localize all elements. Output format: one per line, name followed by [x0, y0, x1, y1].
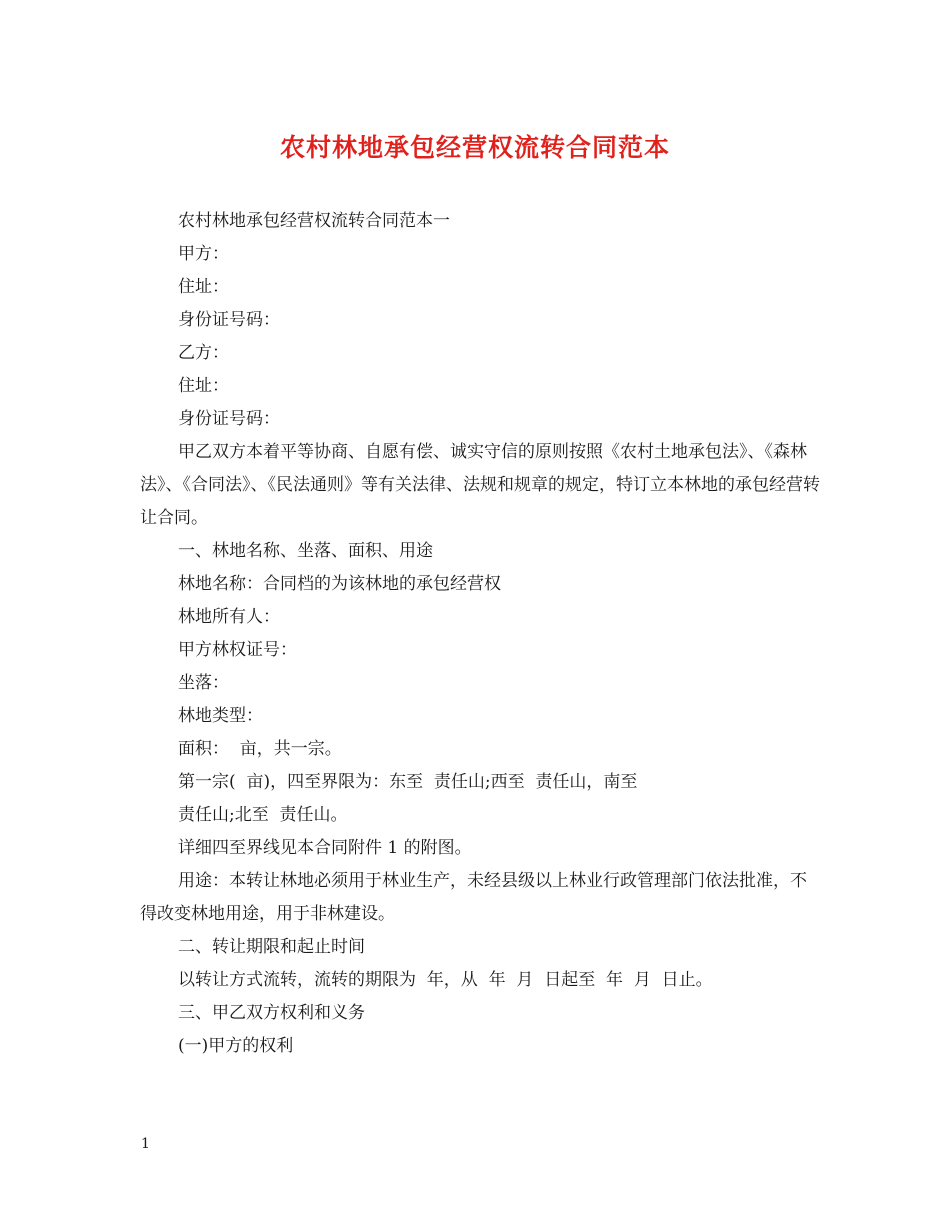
paragraph-subtitle: 农村林地承包经营权流转合同范本一 [178, 211, 450, 231]
paragraph-term: 以转让方式流转，流转的期限为 年，从 年 月 日起至 年 月 日止。 [178, 970, 713, 990]
document-title: 农村林地承包经营权流转合同范本 [279, 133, 670, 162]
paragraph-party-a-id: 身份证号码： [178, 310, 280, 330]
paragraph-party-b-address: 住址： [178, 376, 229, 396]
paragraph-forest-name: 林地名称：合同档的为该林地的承包经营权 [178, 574, 501, 594]
subsection-heading-party-a-rights: (一)甲方的权利 [178, 1036, 294, 1056]
paragraph-party-a: 甲方： [178, 244, 229, 264]
paragraph-party-b-id: 身份证号码： [178, 409, 280, 429]
paragraph-boundaries-cont: 责任山;北至 责任山。 [178, 805, 348, 825]
paragraph-forest-owner: 林地所有人： [178, 607, 280, 627]
section-heading-2: 二、转让期限和起止时间 [178, 937, 365, 957]
section-heading-1: 一、林地名称、坐落、面积、用途 [178, 541, 433, 561]
page-number: 1 [141, 1136, 150, 1152]
paragraph-location: 坐落： [178, 673, 229, 693]
section-heading-3: 三、甲乙双方权利和义务 [178, 1003, 365, 1023]
paragraph-forest-certificate: 甲方林权证号： [178, 640, 297, 660]
document-body [140, 205, 820, 1063]
paragraph-area: 面积： 亩，共一宗。 [178, 739, 342, 759]
paragraph-forest-type: 林地类型： [178, 706, 263, 726]
paragraph-boundaries: 第一宗( 亩)，四至界限为：东至 责任山;西至 责任山，南至 [178, 772, 638, 792]
paragraph-boundary-map: 详细四至界线见本合同附件 1 的附图。 [178, 838, 472, 858]
paragraph-party-a-address: 住址： [178, 277, 229, 297]
paragraph-preamble: 甲乙双方本着平等协商、自愿有偿、诚实守信的原则按照《农村土地承包法》、《森林法》、《合同法》、《民法通则》等有关法律、法规和规章的规定，特订立本林地的承包经营转让合同。 [140, 442, 820, 528]
paragraph-party-b: 乙方： [178, 343, 229, 363]
paragraph-usage: 用途：本转让林地必须用于林业生产，未经县级以上林业行政管理部门依法批准，不得改变林地用途，用于非林建设。 [140, 871, 807, 924]
